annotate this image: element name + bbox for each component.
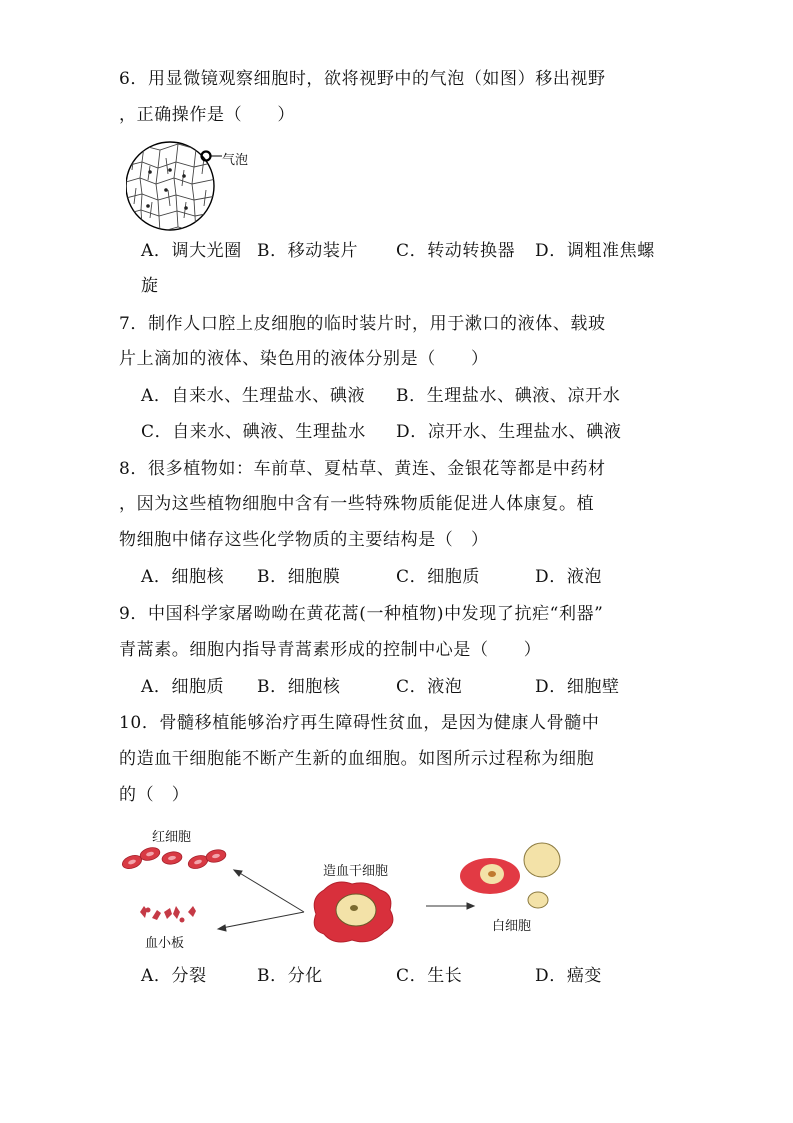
q6-stem-line1: 6．用显微镜观察细胞时，欲将视野中的气泡（如图）移出视野 — [119, 69, 606, 89]
q9-stem-line1: 9．中国科学家屠呦呦在黄花蒿(一种植物)中发现了抗疟“利器” — [119, 604, 604, 624]
red-cell-label: 红细胞 — [152, 830, 192, 845]
white-cell-label: 白细胞 — [492, 919, 532, 934]
q7-stem-line2: 片上滴加的液体、染色用的液体分别是（ ） — [119, 349, 489, 369]
q9-option-b[interactable]: B．细胞核 — [257, 677, 341, 697]
q9-option-a[interactable]: A．细胞质 — [141, 677, 225, 697]
q10-option-a[interactable]: A．分裂 — [141, 966, 207, 986]
q10-option-c[interactable]: C．生长 — [396, 966, 463, 986]
q8-stem-line1: 8．很多植物如：车前草、夏枯草、黄连、金银花等都是中药材 — [119, 459, 606, 479]
q9-stem-line2: 青蒿素。细胞内指导青蒿素形成的控制中心是（ ） — [119, 640, 542, 660]
q10-stem-line2: 的造血干细胞能不断产生新的血细胞。如图所示过程称为细胞 — [119, 749, 595, 769]
q6-option-b[interactable]: B．移动装片 — [257, 241, 359, 261]
q6-stem-line2: ，正确操作是（ ） — [119, 105, 295, 125]
q9-option-c[interactable]: C．液泡 — [396, 677, 463, 697]
q8-stem-line2: ，因为这些植物细胞中含有一些特殊物质能促进人体康复。植 — [119, 494, 595, 514]
q9-option-d[interactable]: D．细胞壁 — [535, 677, 620, 697]
q7-option-c[interactable]: C．自来水、碘液、生理盐水 — [141, 422, 366, 442]
q10-stem-line3: 的（ ） — [119, 785, 190, 805]
q6-option-a[interactable]: A．调大光圈 — [141, 241, 242, 261]
q8-option-a[interactable]: A．细胞核 — [141, 567, 225, 587]
platelets — [140, 906, 196, 923]
q8-stem-line3: 物细胞中储存这些化学物质的主要结构是（ ） — [119, 530, 489, 550]
q6-option-d[interactable]: D．调粗准焦螺 — [535, 241, 655, 261]
stem-cell-label: 造血干细胞 — [323, 864, 389, 879]
q6-option-d-continued: 旋 — [141, 276, 159, 296]
bubble-label: 气泡 — [222, 153, 249, 168]
q10-option-d[interactable]: D．癌变 — [535, 966, 603, 986]
q10-option-b[interactable]: B．分化 — [257, 966, 323, 986]
q8-option-b[interactable]: B．细胞膜 — [257, 567, 341, 587]
q7-option-b[interactable]: B．生理盐水、碘液、凉开水 — [396, 386, 621, 406]
q10-stem-line1: 10．骨髓移植能够治疗再生障碍性贫血，是因为健康人骨髓中 — [119, 713, 600, 733]
q7-stem-line1: 7．制作人口腔上皮细胞的临时装片时，用于漱口的液体、载玻 — [119, 314, 606, 334]
q7-option-d[interactable]: D．凉开水、生理盐水、碘液 — [396, 422, 622, 442]
platelet-label: 血小板 — [145, 936, 185, 951]
q7-option-a[interactable]: A．自来水、生理盐水、碘液 — [141, 386, 366, 406]
q6-option-c[interactable]: C．转动转换器 — [396, 241, 516, 261]
q8-option-c[interactable]: C．细胞质 — [396, 567, 481, 587]
q8-option-d[interactable]: D．液泡 — [535, 567, 603, 587]
